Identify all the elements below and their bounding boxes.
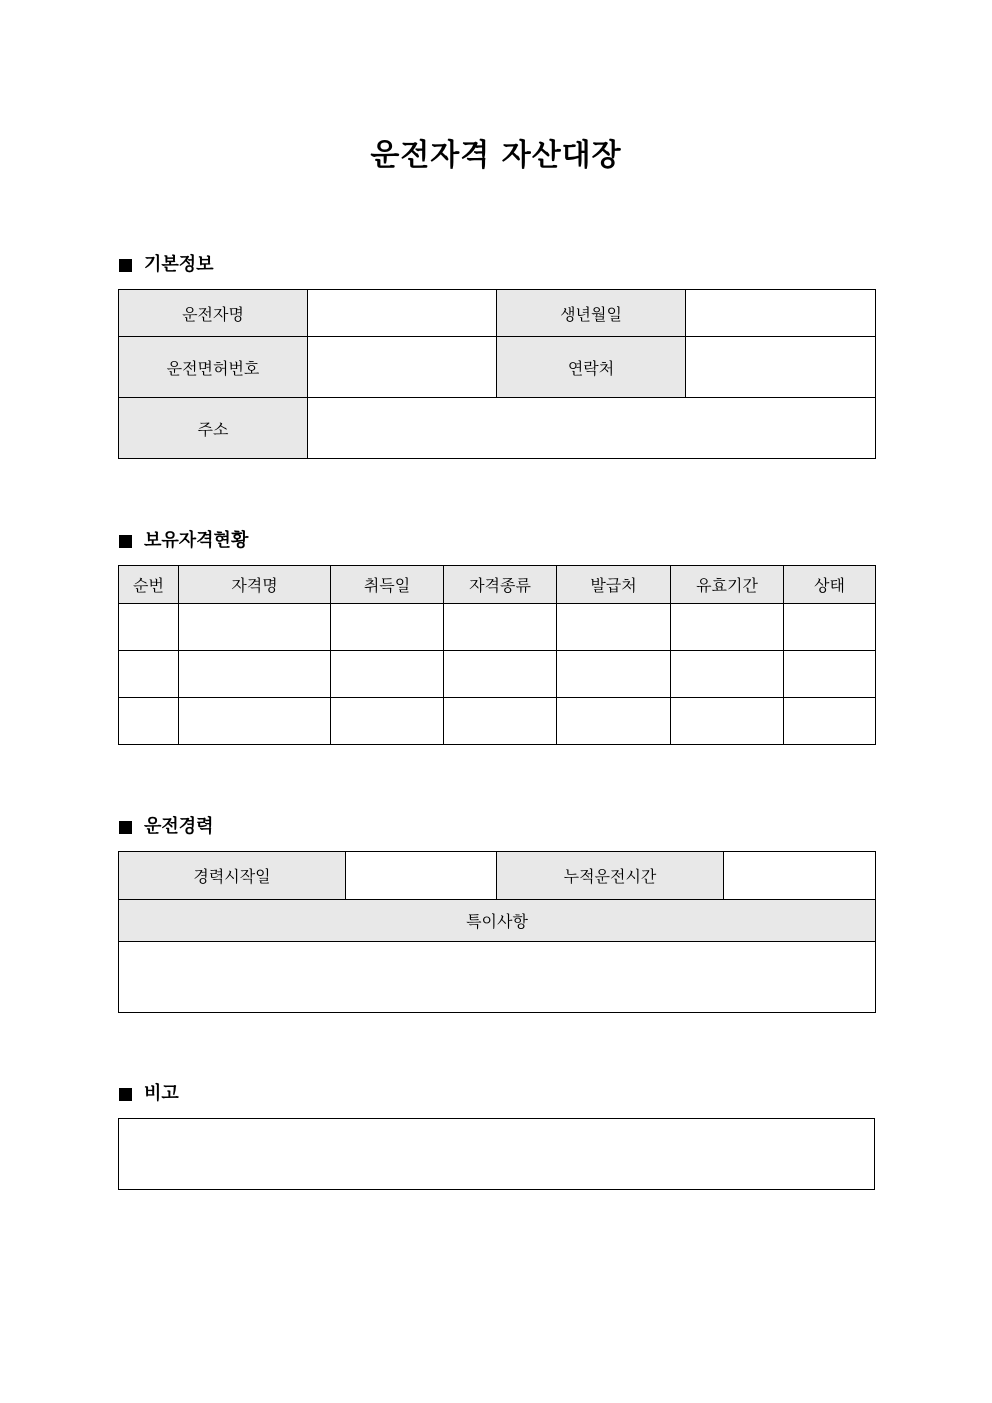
table-cell[interactable] xyxy=(784,604,876,651)
section-heading-remarks xyxy=(119,1081,179,1107)
label-birth-date: 생년월일 xyxy=(497,290,686,337)
column-header-issuer: 발급처 xyxy=(557,566,671,604)
table-row xyxy=(119,698,876,745)
column-header-no: 순번 xyxy=(119,566,179,604)
license-number-field[interactable] xyxy=(308,337,497,398)
table-cell[interactable] xyxy=(331,698,444,745)
section-title: 운전경력 xyxy=(144,816,214,837)
table-cell[interactable] xyxy=(179,651,331,698)
label-notes: 특이사항 xyxy=(119,900,876,942)
table-cell[interactable] xyxy=(179,698,331,745)
label-total-hours: 누적운전시간 xyxy=(497,852,724,900)
table-row xyxy=(119,604,876,651)
table-cell[interactable] xyxy=(671,651,784,698)
label-contact: 연락처 xyxy=(497,337,686,398)
total-hours-field[interactable] xyxy=(724,852,876,900)
column-header-status: 상태 xyxy=(784,566,876,604)
square-bullet-icon xyxy=(119,821,132,834)
table-cell[interactable] xyxy=(119,604,179,651)
table-cell[interactable] xyxy=(119,698,179,745)
table-cell[interactable] xyxy=(444,698,557,745)
basic-info-table xyxy=(118,289,876,459)
table-cell[interactable] xyxy=(671,604,784,651)
label-address: 주소 xyxy=(119,398,308,459)
remarks-table xyxy=(118,1118,875,1190)
label-career-start: 경력시작일 xyxy=(119,852,346,900)
square-bullet-icon xyxy=(119,535,132,548)
driving-career-table xyxy=(118,851,876,1013)
notes-field[interactable] xyxy=(119,942,876,1013)
column-header-qualification-type: 자격종류 xyxy=(444,566,557,604)
section-heading-driving-career xyxy=(119,814,214,840)
contact-field[interactable] xyxy=(686,337,876,398)
section-title: 기본정보 xyxy=(144,254,214,275)
table-cell[interactable] xyxy=(119,651,179,698)
address-field[interactable] xyxy=(308,398,876,459)
column-header-qualification-name: 자격명 xyxy=(179,566,331,604)
column-header-acquired-date: 취득일 xyxy=(331,566,444,604)
section-title: 보유자격현황 xyxy=(144,530,249,551)
section-heading-qualifications xyxy=(119,528,248,554)
label-license-number: 운전면허번호 xyxy=(119,337,308,398)
square-bullet-icon xyxy=(119,1088,132,1101)
qualifications-table xyxy=(118,565,876,745)
table-cell[interactable] xyxy=(671,698,784,745)
table-cell[interactable] xyxy=(179,604,331,651)
table-cell[interactable] xyxy=(444,604,557,651)
table-cell[interactable] xyxy=(557,651,671,698)
career-start-field[interactable] xyxy=(346,852,497,900)
table-cell[interactable] xyxy=(331,604,444,651)
table-cell[interactable] xyxy=(784,698,876,745)
birth-date-field[interactable] xyxy=(686,290,876,337)
section-title: 비고 xyxy=(144,1083,179,1104)
square-bullet-icon xyxy=(119,259,132,272)
table-cell[interactable] xyxy=(331,651,444,698)
table-cell[interactable] xyxy=(444,651,557,698)
label-driver-name: 운전자명 xyxy=(119,290,308,337)
table-cell[interactable] xyxy=(784,651,876,698)
table-cell[interactable] xyxy=(557,698,671,745)
section-heading-basic-info xyxy=(119,252,214,278)
table-row xyxy=(119,651,876,698)
driver-name-field[interactable] xyxy=(308,290,497,337)
remarks-field[interactable] xyxy=(119,1119,875,1190)
table-cell[interactable] xyxy=(557,604,671,651)
column-header-validity-period: 유효기간 xyxy=(671,566,784,604)
document-title: 운전자격 자산대장 xyxy=(370,138,622,173)
